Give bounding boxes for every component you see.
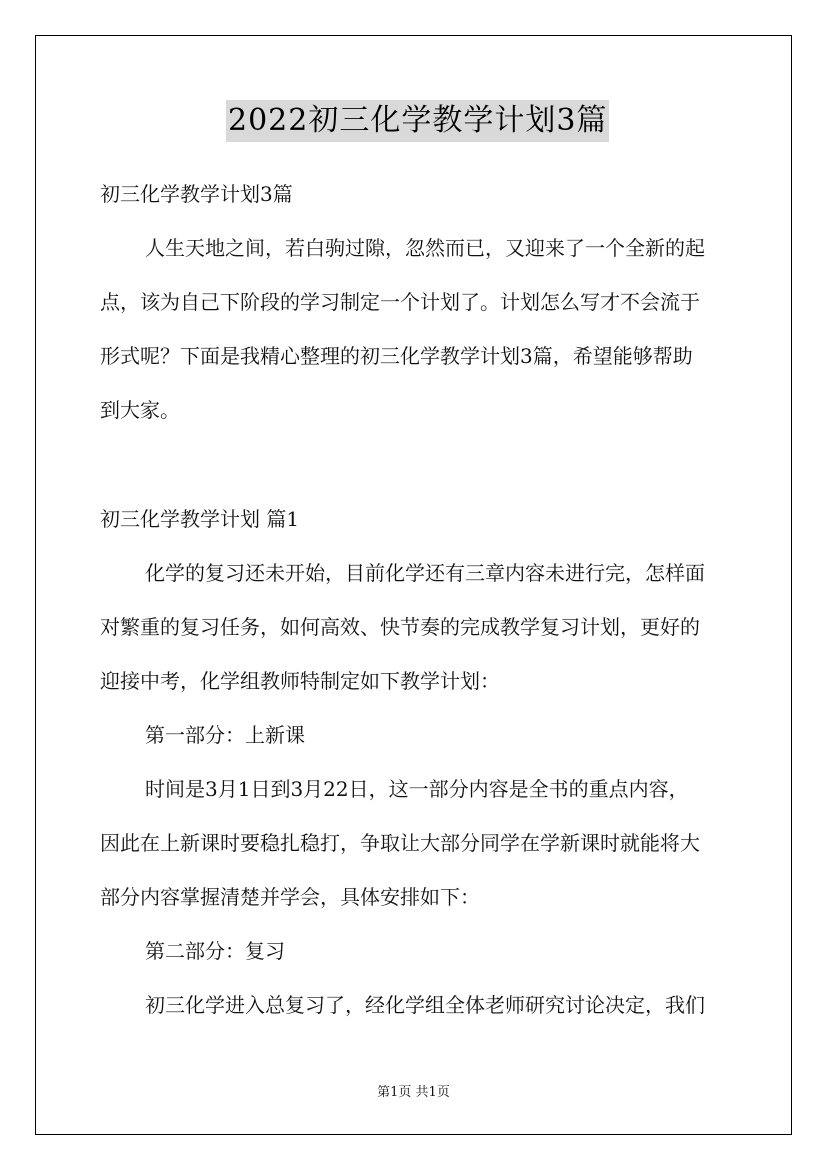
- paragraph-line: 因此在上新课时要稳扎稳打，争取让大部分同学在学新课时就能将大: [100, 831, 700, 855]
- page-footer: 第1页 共1页: [377, 1085, 450, 1100]
- paragraph-line: 对繁重的复习任务，如何高效、快节奏的完成教学复习计划，更好的: [100, 615, 700, 639]
- paragraph-line: 形式呢？下面是我精心整理的初三化学教学计划3篇，希望能够帮助: [100, 344, 693, 368]
- paragraph-line: 时间是3月1日到3月22日，这一部分内容是全书的重点内容，: [145, 777, 689, 801]
- paragraph-line: 部分内容掌握清楚并学会，具体安排如下：: [100, 885, 480, 909]
- paragraph-line: 点，该为自己下阶段的学习制定一个计划了。计划怎么写才不会流于: [100, 290, 700, 314]
- paragraph-line: 化学的复习还未开始，目前化学还有三章内容未进行完，怎样面: [145, 561, 705, 585]
- subtitle-line: 初三化学教学计划3篇: [100, 182, 293, 206]
- paragraph-line: 人生天地之间，若白驹过隙，忽然而已，又迎来了一个全新的起: [145, 236, 705, 260]
- document-title: 2022初三化学教学计划3篇: [226, 100, 609, 142]
- paragraph-line: 到大家。: [100, 398, 180, 422]
- section-heading: 初三化学教学计划 篇1: [100, 507, 300, 531]
- paragraph-line: 初三化学进入总复习了，经化学组全体老师研究讨论决定，我们: [145, 993, 705, 1017]
- paragraph-line: 迎接中考，化学组教师特制定如下教学计划：: [100, 669, 500, 693]
- subsection-heading: 第二部分：复习: [145, 939, 285, 963]
- subsection-heading: 第一部分：上新课: [145, 723, 305, 747]
